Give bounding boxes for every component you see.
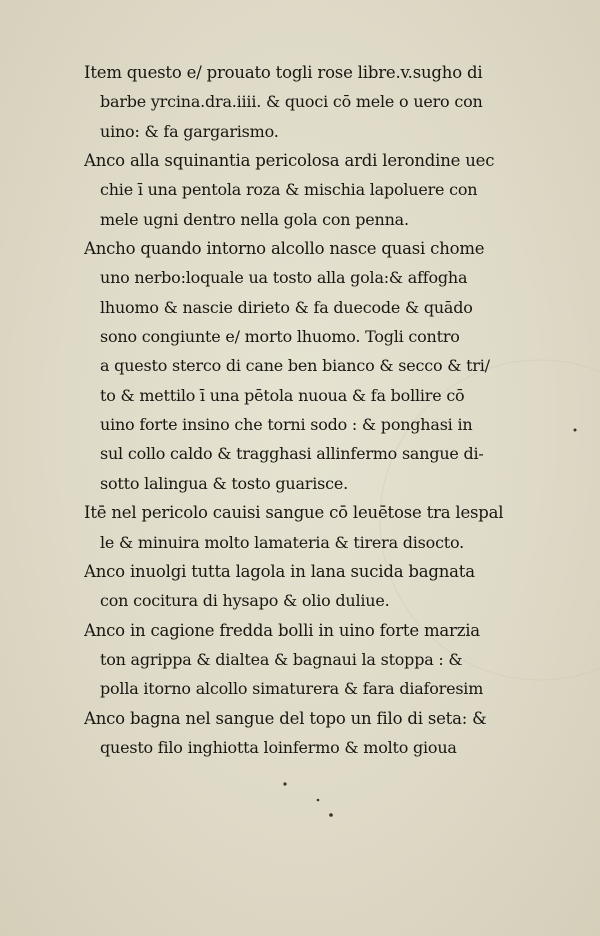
text-line: Item questo e/ prouato togli rose libre.v.sugho di xyxy=(84,63,483,82)
text-line: uno nerbo:loquale ua tosto alla gola:& affogha xyxy=(100,268,468,288)
text-block xyxy=(84,58,574,762)
text-line: lhuomo & nascie dirieto & fa duecode & quādo xyxy=(100,297,473,317)
text-line: Ancho quando intorno alcollo nasce quasi chome xyxy=(84,239,485,259)
text-line: le & minuira molto lamateria & tirera disocto. xyxy=(100,532,465,552)
text-line: mele ugni dentro nella gola con penna. xyxy=(100,209,409,229)
text-line: polla itorno alcollo simaturera & fara diaforesim xyxy=(100,679,484,699)
text-line: uino: & fa gargarismo. xyxy=(100,121,279,141)
ink-speck xyxy=(329,813,333,817)
text-line: to & mettilo ī una pētola nuoua & fa bollire cō xyxy=(100,385,465,405)
text-line: questo filo inghiotta loinfermo & molto gioua xyxy=(100,737,457,757)
text-line: sotto lalingua & tosto guarisce. xyxy=(100,473,348,493)
ink-speck xyxy=(283,782,286,785)
text-line: sono congiunte e/ morto lhuomo. Togli contro xyxy=(100,327,460,347)
text-line: Anco in cagione fredda bolli in uino forte marzia xyxy=(84,620,480,640)
text-line: ton agrippa & dialtea & bagnaui la stoppa : & xyxy=(100,649,463,669)
text-line: sul collo caldo & tragghasi allinfermo sangue di- xyxy=(100,444,484,464)
text-line: con cocitura di hysapo & olio duliue. xyxy=(100,591,390,611)
text-line: uino forte insino che torni sodo : & ponghasi in xyxy=(100,415,473,435)
text-line: Anco inuolgi tutta lagola in lana sucida bagnata xyxy=(84,561,475,581)
text-line: Itē nel pericolo cauisi sangue cō leuētose tra lespal xyxy=(84,503,504,523)
text-line: a questo sterco di cane ben bianco & secco & tri/ xyxy=(100,356,490,376)
text-line: Anco alla squinantia pericolosa ardi lerondine uec xyxy=(84,151,495,171)
ink-speck xyxy=(317,799,320,802)
text-line: Anco bagna nel sangue del topo un filo di seta: & xyxy=(84,708,487,728)
text-line: barbe yrcina.dra.iiii. & quoci cō mele o uero con xyxy=(100,92,483,112)
text-line: chie ī una pentola roza & mischia lapoluere con xyxy=(100,180,478,200)
